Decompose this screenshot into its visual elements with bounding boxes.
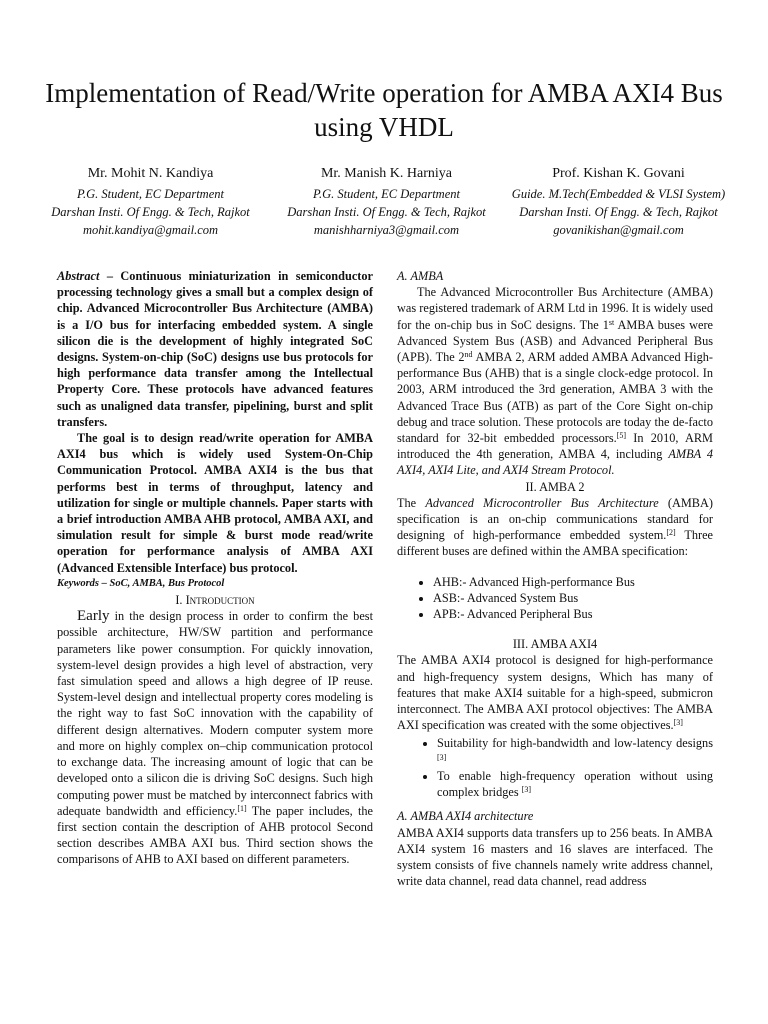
- amba2-text-3: Three different buses are defined within the AMBA specification:: [397, 528, 713, 559]
- intro-heading-text: Introduction: [185, 593, 255, 608]
- intro-heading-number: I.: [175, 593, 186, 608]
- architecture-paragraph: AMBA AXI4 supports data transfers up to 256 beats. In AMBA AXI4 system 16 masters and 16 slaves are interfaced. The system consists of five channels namely write address channel, write data channel, read data channel, read address: [397, 825, 713, 889]
- paper-title: Implementation of Read/Write operation for AMBA AXI4 Bus using VHDL: [45, 78, 723, 142]
- author-block-3: [496, 163, 741, 239]
- citation: [2]: [666, 528, 676, 538]
- abstract-paragraph-1: [57, 268, 373, 430]
- abstract-text-1: – Continuous miniaturization in semiconductor processing technology gives a small but a complex design of chip. Advanced Microcontroller Bus Architecture (AMBA) is a I/O bus for interfacing embedded system. A single silicon die is the development of highly integrated SoC designs. System-on-chip (SoC) designs use bus protocols for high performance data transfer among the Intellectual Property Core. These protocols have advanced features such as unaligned data transfer, pipelining, burst and split transfers.: [57, 269, 373, 429]
- author-email: mohit.kandiya@gmail.com: [82, 223, 219, 237]
- list-item: • APB:- Advanced Peripheral Bus: [433, 606, 713, 622]
- objectives-list: [397, 735, 713, 800]
- citation: [3]: [673, 718, 683, 728]
- right-column: [397, 268, 713, 889]
- amba2-paragraph: [397, 495, 713, 560]
- amba2-text-1: The: [397, 495, 426, 510]
- citation: [5]: [616, 431, 627, 441]
- intro-first-word: Early: [77, 608, 110, 625]
- abstract-paragraph-2: The goal is to design read/write operation for AMBA AXI4 bus which is widely used System-On-Chip Communication Protocol. AMBA AXI4 is the bus that performs best in terms of throughput, latency and utilization for single or multiple channels. Paper starts with a brief introduction AMBA AHB protocol, AMBA AXI, and simulation result for simple & burst mode read/write operation for performance analysis of AMBA AXI (Advanced Extensible Interface) bus protocol.: [57, 431, 373, 575]
- citation: [1]: [237, 803, 247, 813]
- list-item: • ASB:- Advanced System Bus: [433, 590, 713, 606]
- axi4-text: The AMBA AXI4 protocol is designed for high-performance and high-frequency system designs, Which has many of features that make AXI4 suitable for a high-speed, submicron interconnect. The AMBA AXI protocol objectives: The AMBA AXI specification was created with the some objectives.: [397, 653, 713, 733]
- author-name: Prof. Kishan K. Govani: [552, 166, 685, 181]
- author-institute: Darshan Insti. Of Engg. & Tech, Rajkot: [51, 205, 250, 219]
- author-role: P.G. Student, EC Department: [313, 187, 460, 201]
- amba-italic-text: AMBA 4 AXI4, AXI4 Lite, and AXI4 Stream Protocol.: [397, 447, 713, 478]
- section-iii-heading: III. AMBA AXI4: [512, 637, 598, 652]
- list-item: [437, 735, 713, 767]
- intro-body-2: The paper includes, the first section contain the description of AHB protocol Second section describes AMBA AXI bus. Third section shows the comparisons of AHB to AXI based on different parameters.: [57, 803, 374, 867]
- amba2-text-2: (AMBA) specification is an on-chip communications standard for designing of high-performance embedded system.: [397, 495, 713, 543]
- bus-list: [397, 574, 713, 623]
- intro-paragraph: [57, 608, 373, 867]
- author-block-2: [264, 163, 509, 239]
- amba-text-1: The Advanced Microcontroller Bus Architecture (AMBA) was registered trademark of ARM Ltd in 1996. It is widely used for the on-chip bus in SoC designs. The 1: [397, 285, 713, 332]
- author-name: Mr. Mohit N. Kandiya: [87, 166, 214, 181]
- objective-text: To enable high-frequency operation without using complex bridges: [437, 768, 713, 800]
- author-email: govanikishan@gmail.com: [553, 223, 684, 237]
- section-a-amba-heading: A. AMBA: [397, 269, 444, 283]
- author-name: Mr. Manish K. Harniya: [320, 166, 453, 181]
- author-role: Guide. M.Tech(Embedded & VLSI System): [511, 187, 726, 201]
- author-role: P.G. Student, EC Department: [77, 187, 224, 201]
- amba-text-2: AMBA buses were Advanced System Bus (ASB) and Advanced Peripheral Bus (APB). The 2: [397, 317, 713, 365]
- amba-text-3: AMBA 2, ARM added AMBA Advanced High-performance Bus (AHB) that is a single clock-edge protocol. In 2003, ARM introduced the 3rd generation, AMBA 3 with the Advanced Trace Bus (ATB) as part of the Core Sight on-chip debug and trace solution. These protocols are today the de-facto standard for 32-bit embedded processors.: [397, 350, 713, 446]
- list-item: • AHB:- Advanced High-performance Bus: [433, 574, 713, 590]
- left-column: [57, 268, 373, 868]
- section-a-architecture-heading: A. AMBA AXI4 architecture: [397, 809, 534, 824]
- amba2-italic-text: Advanced Microcontroller Bus Architecture: [425, 495, 659, 510]
- superscript: nd: [464, 350, 473, 360]
- abstract-label: Abstract: [57, 269, 100, 283]
- author-block-1: [28, 163, 273, 239]
- author-institute: Darshan Insti. Of Engg. & Tech, Rajkot: [519, 205, 718, 219]
- citation: [3]: [437, 752, 447, 762]
- list-item: [437, 768, 713, 800]
- amba-paragraph: [397, 284, 713, 478]
- intro-heading: [57, 592, 373, 608]
- superscript: st: [608, 317, 615, 327]
- author-email: manishharniya3@gmail.com: [313, 223, 460, 237]
- amba-text-4: In 2010, ARM introduced the 4th generation, AMBA 4, including: [397, 431, 713, 462]
- section-ii-heading: II. AMBA 2: [525, 479, 585, 494]
- author-institute: Darshan Insti. Of Engg. & Tech, Rajkot: [287, 205, 486, 219]
- objective-text: Suitability for high-bandwidth and low-latency designs: [437, 736, 713, 751]
- citation: [3]: [521, 785, 532, 795]
- intro-body: in the design process in order to confirm the best possible architecture, HW/SW partition and performance parameters like power consumption. For quickly innovation, system-level design provides a high level of abstraction, very fast simulation speed and allows a high degree of IP reuse. System-level design and intellectual property cores modeling is the right way to fast SoC innovation with the capability of different design alternatives. Modern computer system more and more on highly complex on–chip communication protocol to exchange data. The increasing amount of logic that can be developed onto a silicon die is driving SoC designs. Such high computing power must be matched by interconnect fabrics with adequate bandwidth and efficiency.: [57, 609, 373, 818]
- axi4-paragraph: [397, 652, 713, 733]
- keywords: Keywords – SoC, AMBA, Bus Protocol: [57, 577, 225, 589]
